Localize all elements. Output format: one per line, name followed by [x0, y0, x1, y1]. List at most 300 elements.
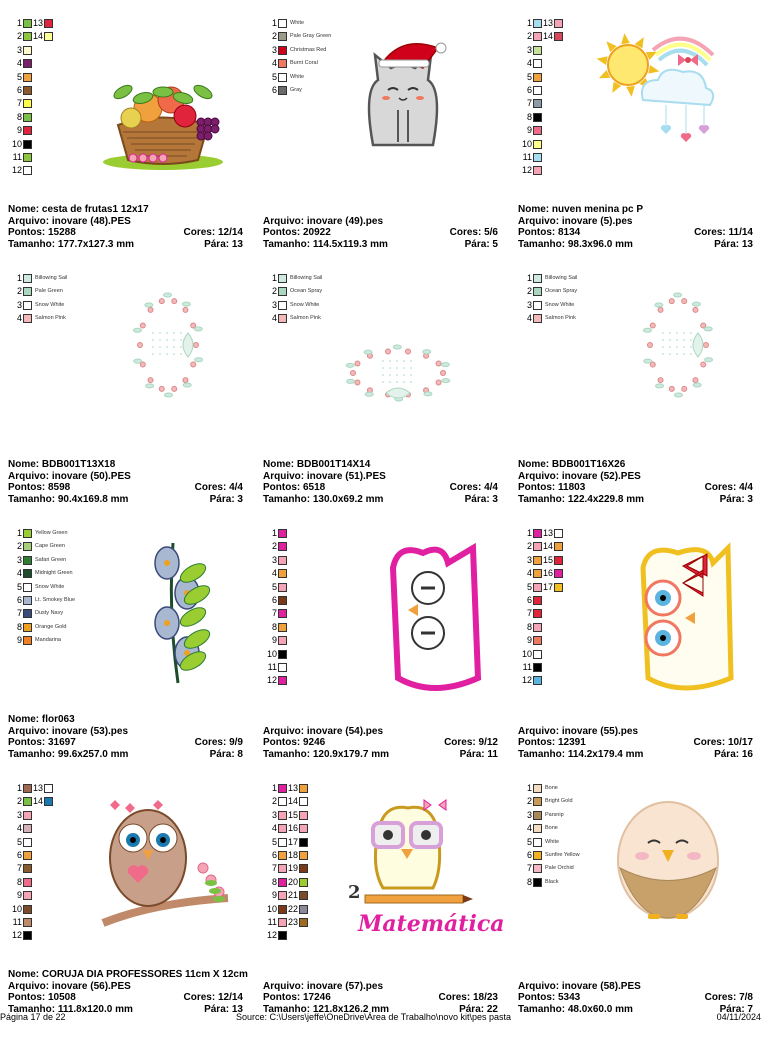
thread-color-swatch — [554, 569, 563, 578]
thread-color-name: Snow White — [545, 301, 575, 308]
thread-number: 3 — [271, 299, 277, 310]
thread-color-row — [263, 662, 383, 673]
thread-color-swatch — [533, 86, 542, 95]
design-size: Tamanho: 122.4x229.8 mm — [518, 493, 644, 505]
thread-number: 11 — [522, 152, 532, 162]
thread-color-swatch — [554, 32, 563, 41]
embroidery-preview-sun — [598, 30, 728, 180]
thread-color-swatch — [278, 636, 287, 645]
thread-color-swatch — [533, 19, 542, 28]
thread-color-row — [263, 622, 383, 633]
thread-color-swatch — [278, 609, 287, 618]
thread-color-swatch — [23, 32, 32, 41]
stitch-count: Pontos: 15288 — [8, 227, 76, 238]
thread-color-swatch — [278, 905, 287, 914]
thread-color-name: Cape Green — [35, 543, 65, 550]
design-card — [263, 528, 508, 782]
thread-number: 4 — [271, 313, 277, 324]
thread-number: 3 — [16, 44, 22, 55]
file-name: Arquivo: inovare (51).PES — [263, 470, 386, 482]
color-count: Cores: 10/17 — [693, 737, 753, 748]
thread-number: 14 — [33, 31, 44, 42]
thread-number: 10 — [521, 648, 532, 659]
thread-number: 5 — [16, 836, 22, 847]
thread-color-swatch — [278, 32, 287, 41]
thread-color-swatch — [299, 797, 308, 806]
design-card — [518, 273, 763, 527]
page-number: Página 17 de 22 — [0, 1012, 66, 1022]
thread-color-swatch — [278, 811, 287, 820]
thread-color-row — [263, 286, 383, 297]
thread-color-row — [8, 582, 128, 593]
thread-number: 4 — [16, 313, 22, 324]
thread-color-swatch — [23, 113, 32, 122]
design-card — [8, 273, 253, 527]
thread-color-swatch — [533, 583, 542, 592]
thread-color-swatch — [278, 59, 287, 68]
thread-color-swatch — [533, 864, 542, 873]
thread-number: 3 — [271, 809, 277, 820]
design-name: Nome: CORUJA DIA PROFESSORES 11cm X 12cm — [8, 969, 248, 980]
thread-number: 13 — [33, 783, 44, 793]
thread-number: 11 — [522, 662, 532, 672]
thread-number: 6 — [271, 595, 277, 605]
thread-color-swatch — [23, 797, 32, 806]
thread-color-swatch — [23, 811, 32, 820]
thread-color-swatch — [23, 86, 32, 95]
thread-color-row — [8, 622, 128, 633]
thread-number: 2 — [526, 796, 532, 807]
thread-number: 7 — [526, 608, 532, 619]
stop-count: Pára: 5 — [464, 238, 498, 250]
thread-color-swatch — [278, 824, 287, 833]
thread-color-row — [518, 528, 638, 539]
thread-number: 7 — [271, 863, 277, 874]
thread-color-name: Bone — [545, 825, 558, 832]
thread-color-name: Billowing Sail — [290, 275, 323, 281]
stitch-count: Pontos: 8598 — [8, 482, 71, 493]
thread-number: 4 — [271, 823, 277, 834]
thread-color-name: Yellow Green — [35, 530, 68, 536]
print-date: 04/11/2024 — [716, 1012, 761, 1022]
design-card — [263, 18, 508, 272]
thread-color-name: Sunfire Yellow — [545, 852, 580, 858]
thread-color-swatch — [23, 542, 32, 551]
design-info — [263, 714, 508, 760]
thread-color-swatch — [278, 891, 287, 900]
thread-number: 11 — [267, 917, 277, 927]
stitch-count: Pontos: 9246 — [263, 737, 326, 748]
color-count: Cores: 9/12 — [444, 737, 498, 748]
thread-number: 1 — [16, 273, 22, 283]
thread-color-swatch — [23, 864, 32, 873]
thread-color-swatch — [533, 851, 542, 860]
thread-color-name: Ocean Spray — [290, 288, 323, 295]
stitch-count: Pontos: 11803 — [518, 482, 586, 493]
thread-color-swatch — [533, 784, 542, 793]
thread-color-swatch — [533, 153, 542, 162]
design-info — [8, 204, 253, 250]
thread-number: 2 — [526, 31, 532, 42]
thread-color-name: Salmon Pink — [545, 315, 576, 322]
thread-color-row — [263, 582, 383, 593]
thread-color-swatch — [23, 918, 32, 927]
thread-color-swatch — [23, 878, 32, 887]
thread-number: 5 — [271, 71, 277, 82]
design-card — [8, 18, 253, 272]
thread-number: 8 — [526, 621, 532, 632]
thread-number: 7 — [526, 98, 532, 109]
thread-color-swatch — [533, 878, 542, 887]
thread-color-row — [518, 622, 638, 633]
thread-color-swatch — [299, 878, 308, 887]
thread-number: 5 — [526, 581, 532, 592]
thread-number: 10 — [521, 138, 532, 149]
thread-color-row — [518, 662, 638, 673]
thread-number: 7 — [16, 608, 22, 619]
thread-color-swatch — [554, 529, 563, 538]
design-info — [8, 969, 253, 1015]
thread-number: 16 — [288, 823, 299, 834]
thread-number: 1 — [271, 18, 277, 28]
thread-color-row — [518, 555, 638, 566]
thread-color-name: White — [290, 20, 305, 26]
thread-color-swatch — [278, 878, 287, 887]
thread-number: 3 — [16, 299, 22, 310]
stop-count: Pára: 8 — [209, 748, 243, 760]
thread-color-swatch — [278, 838, 287, 847]
thread-number: 12 — [521, 675, 532, 686]
design-name: Nome: nuven menina pc P — [518, 204, 644, 215]
color-count: Cores: 7/8 — [704, 992, 753, 1003]
thread-color-swatch — [533, 301, 542, 310]
design-size: Tamanho: 130.0x69.2 mm — [263, 493, 384, 505]
thread-color-swatch — [533, 811, 542, 820]
stop-count: Pára: 3 — [209, 493, 243, 505]
thread-color-swatch — [533, 569, 542, 578]
thread-color-name: Pale Orchid — [545, 865, 574, 872]
design-size: Tamanho: 111.8x120.0 mm — [8, 1003, 133, 1015]
thread-color-row — [8, 18, 128, 29]
file-name: Arquivo: inovare (50).PES — [8, 470, 131, 482]
thread-number: 1 — [526, 783, 532, 793]
thread-color-swatch — [533, 73, 542, 82]
thread-color-swatch — [299, 864, 308, 873]
thread-number: 17 — [288, 836, 299, 847]
thread-color-row — [8, 635, 128, 646]
thread-color-swatch — [533, 59, 542, 68]
thread-color-swatch — [44, 784, 53, 793]
thread-number: 9 — [526, 125, 532, 136]
design-card — [263, 273, 508, 527]
thread-number: 7 — [526, 863, 532, 874]
file-name: Arquivo: inovare (5).pes — [518, 215, 633, 227]
file-name: Arquivo: inovare (56).PES — [8, 980, 131, 992]
thread-color-swatch — [23, 596, 32, 605]
stitch-count: Pontos: 31697 — [8, 737, 76, 748]
thread-color-swatch — [278, 529, 287, 538]
embroidery-preview-basket — [103, 70, 223, 180]
thread-color-row — [518, 582, 638, 593]
thread-number: 3 — [526, 554, 532, 565]
matematica-text: Matemática — [358, 911, 505, 937]
thread-color-swatch — [278, 596, 287, 605]
thread-number: 2 — [271, 541, 277, 552]
design-size: Tamanho: 48.0x60.0 mm — [518, 1003, 633, 1015]
stitch-count: Pontos: 6518 — [263, 482, 326, 493]
design-name: Nome: BDB001T14X14 — [263, 459, 371, 470]
thread-number: 4 — [16, 823, 22, 834]
stitch-count: Pontos: 10508 — [8, 992, 76, 1003]
thread-color-row — [263, 595, 383, 606]
thread-color-name: White — [290, 73, 305, 80]
thread-color-swatch — [278, 931, 287, 940]
thread-color-swatch — [278, 864, 287, 873]
color-count: Cores: 18/23 — [438, 992, 498, 1003]
embroidery-preview-owl4 — [343, 793, 505, 953]
thread-color-swatch — [278, 542, 287, 551]
thread-color-swatch — [23, 274, 32, 283]
thread-number: 8 — [526, 876, 532, 887]
thread-color-swatch — [278, 73, 287, 82]
thread-number: 12 — [11, 930, 22, 941]
thread-color-name: Bone — [545, 785, 558, 791]
thread-number: 20 — [288, 876, 299, 887]
thread-number: 3 — [526, 299, 532, 310]
color-count: Cores: 4/4 — [704, 482, 753, 493]
thread-color-swatch — [23, 287, 32, 296]
thread-number: 10 — [11, 903, 22, 914]
thread-color-swatch — [23, 609, 32, 618]
thread-color-swatch — [554, 556, 563, 565]
thread-color-name: Billowing Sail — [35, 275, 68, 281]
thread-color-swatch — [44, 797, 53, 806]
thread-color-swatch — [278, 676, 287, 685]
thread-color-name: Pale Gray Green — [290, 33, 332, 40]
thread-color-swatch — [533, 676, 542, 685]
design-info — [8, 459, 253, 505]
thread-color-row — [518, 273, 638, 284]
thread-color-swatch — [23, 583, 32, 592]
thread-color-swatch — [299, 918, 308, 927]
thread-color-name: Safari Green — [35, 556, 67, 563]
thread-color-swatch — [533, 636, 542, 645]
stitch-count: Pontos: 20922 — [263, 227, 331, 238]
thread-number: 7 — [271, 608, 277, 619]
thread-number: 5 — [16, 581, 22, 592]
thread-number: 10 — [11, 138, 22, 149]
thread-number: 21 — [288, 890, 299, 901]
design-info — [263, 459, 508, 505]
thread-color-swatch — [23, 623, 32, 632]
thread-number: 12 — [266, 930, 277, 941]
thread-number: 23 — [288, 917, 299, 927]
thread-color-name: White — [545, 838, 560, 845]
thread-color-swatch — [278, 623, 287, 632]
thread-color-swatch — [23, 905, 32, 914]
thread-color-swatch — [533, 663, 542, 672]
thread-color-swatch — [533, 126, 542, 135]
stop-count: Pára: 7 — [719, 1003, 753, 1015]
thread-color-swatch — [533, 274, 542, 283]
thread-color-swatch — [23, 19, 32, 28]
design-info — [518, 714, 763, 760]
thread-color-name: Snow White — [35, 583, 65, 590]
design-name: Nome: BDB001T13X18 — [8, 459, 116, 470]
thread-number: 15 — [288, 809, 299, 820]
thread-number: 7 — [16, 863, 22, 874]
thread-number: 1 — [16, 528, 22, 538]
embroidery-preview-wreath-v — [618, 285, 738, 435]
thread-number: 4 — [526, 58, 532, 69]
color-count: Cores: 12/14 — [183, 227, 243, 238]
thread-color-swatch — [23, 166, 32, 175]
embroidery-preview-wreath-h — [338, 313, 488, 423]
stitch-count: Pontos: 12391 — [518, 737, 586, 748]
thread-number: 6 — [526, 850, 532, 860]
thread-number: 12 — [266, 675, 277, 686]
thread-number: 17 — [543, 581, 554, 592]
thread-color-swatch — [23, 301, 32, 310]
thread-color-swatch — [278, 86, 287, 95]
thread-color-swatch — [299, 824, 308, 833]
thread-number: 10 — [266, 648, 277, 659]
embroidery-preview-owl2 — [623, 538, 753, 708]
thread-number: 1 — [271, 783, 277, 793]
thread-color-swatch — [299, 851, 308, 860]
design-info — [263, 969, 508, 1015]
thread-number: 14 — [543, 31, 554, 42]
thread-number: 5 — [526, 836, 532, 847]
thread-color-row — [8, 595, 128, 606]
thread-number: 15 — [543, 554, 554, 565]
thread-color-name: Parsnip — [545, 811, 564, 818]
thread-color-swatch — [554, 542, 563, 551]
thread-color-swatch — [299, 784, 308, 793]
thread-number: 6 — [16, 85, 22, 95]
thread-number: 1 — [16, 18, 22, 28]
thread-color-swatch — [23, 529, 32, 538]
thread-color-swatch — [278, 301, 287, 310]
thread-color-row — [518, 608, 638, 619]
thread-color-name: Dusty Navy — [35, 610, 64, 617]
thread-color-row — [8, 45, 128, 56]
thread-color-swatch — [299, 838, 308, 847]
thread-color-swatch — [278, 784, 287, 793]
thread-number: 8 — [16, 111, 22, 122]
thread-number: 3 — [16, 554, 22, 565]
thread-number: 11 — [267, 662, 277, 672]
thread-number: 22 — [288, 903, 299, 914]
thread-number: 5 — [271, 836, 277, 847]
thread-number: 13 — [543, 528, 554, 538]
thread-number: 18 — [288, 850, 299, 860]
color-count: Cores: 4/4 — [194, 482, 243, 493]
thread-number: 3 — [16, 809, 22, 820]
thread-number: 2 — [271, 286, 277, 297]
thread-number: 4 — [16, 58, 22, 69]
thread-color-swatch — [554, 19, 563, 28]
thread-color-swatch — [533, 140, 542, 149]
thread-color-swatch — [23, 126, 32, 135]
thread-color-row — [8, 31, 128, 42]
design-card — [518, 18, 763, 272]
design-card — [518, 783, 763, 1037]
thread-color-swatch — [278, 274, 287, 283]
design-size: Tamanho: 177.7x127.3 mm — [8, 238, 134, 250]
thread-number: 3 — [271, 44, 277, 55]
thread-number: 7 — [16, 98, 22, 109]
file-name: Arquivo: inovare (54).pes — [263, 725, 384, 737]
thread-number: 2 — [16, 541, 22, 552]
design-info — [263, 204, 508, 250]
design-card — [8, 528, 253, 782]
thread-color-row — [8, 273, 128, 284]
thread-color-swatch — [299, 905, 308, 914]
page-footer — [0, 1012, 765, 1024]
thread-number: 8 — [16, 621, 22, 632]
thread-color-name: Snow White — [35, 301, 65, 308]
file-name: Arquivo: inovare (53).pes — [8, 725, 129, 737]
stop-count: Pára: 3 — [464, 493, 498, 505]
thread-color-name: Billowing Sail — [545, 275, 578, 281]
thread-color-swatch — [278, 663, 287, 672]
thread-color-swatch — [278, 556, 287, 565]
thread-color-row — [8, 568, 128, 579]
thread-number: 10 — [266, 903, 277, 914]
thread-color-swatch — [533, 797, 542, 806]
thread-number: 9 — [271, 890, 277, 901]
embroidery-preview-owl3 — [93, 788, 243, 948]
thread-color-swatch — [533, 609, 542, 618]
thread-number: 5 — [271, 581, 277, 592]
thread-color-swatch — [23, 784, 32, 793]
thread-color-row — [8, 555, 128, 566]
thread-color-row — [263, 635, 383, 646]
thread-color-swatch — [299, 811, 308, 820]
thread-color-swatch — [23, 140, 32, 149]
thread-number: 4 — [271, 58, 277, 69]
thread-number: 11 — [12, 152, 22, 162]
thread-number: 14 — [543, 541, 554, 552]
stop-count: Pára: 13 — [204, 238, 243, 250]
thread-color-name: Burnt Coral — [290, 60, 318, 67]
thread-color-swatch — [278, 797, 287, 806]
file-name: Arquivo: inovare (57).pes — [263, 980, 384, 992]
thread-number: 8 — [271, 621, 277, 632]
thread-color-swatch — [23, 891, 32, 900]
design-card — [8, 783, 253, 1037]
thread-color-row — [263, 555, 383, 566]
thread-color-row — [8, 608, 128, 619]
thread-number: 12 — [11, 165, 22, 176]
thread-color-swatch — [278, 287, 287, 296]
thread-number: 6 — [526, 85, 532, 95]
thread-number: 9 — [271, 635, 277, 646]
thread-number: 3 — [526, 44, 532, 55]
thread-number: 11 — [12, 917, 22, 927]
thread-color-swatch — [278, 918, 287, 927]
thread-color-row — [8, 528, 128, 539]
thread-color-row — [518, 649, 638, 660]
thread-color-name: Mandarina — [35, 637, 61, 644]
thread-color-swatch — [278, 314, 287, 323]
design-size: Tamanho: 99.6x257.0 mm — [8, 748, 129, 760]
thread-color-swatch — [533, 596, 542, 605]
thread-color-swatch — [44, 19, 53, 28]
thread-color-row — [518, 635, 638, 646]
thread-color-swatch — [533, 650, 542, 659]
